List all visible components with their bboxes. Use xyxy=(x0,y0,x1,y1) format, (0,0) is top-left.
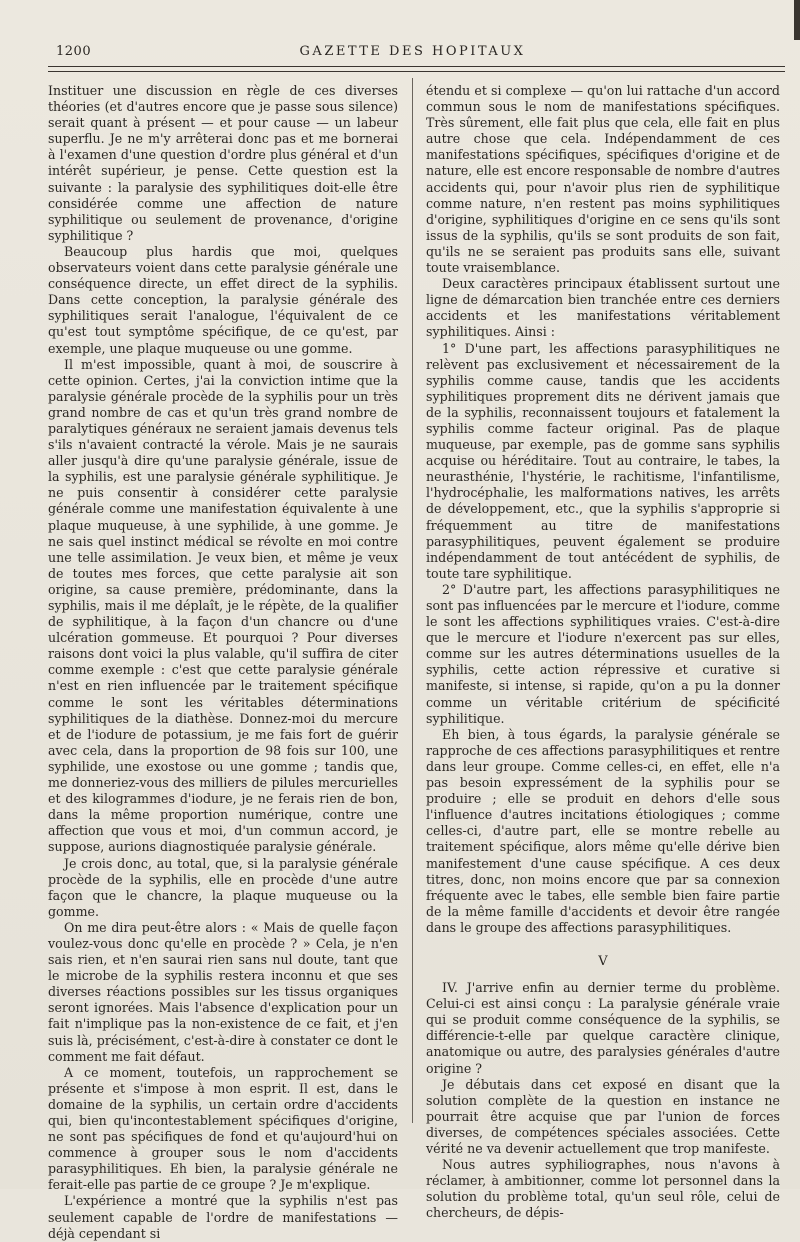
paragraph: IV. J'arrive enfin au dernier terme du problème. Celui-ci est ainsi conçu : La paralysie générale vraie qui se produit comme conséquence de la syphilis, se différencie-t-elle par quelque caractère clinique, anatomique ou autre, des paralysies générales d'autre origine ? xyxy=(426,980,780,1076)
header-rule xyxy=(48,66,785,67)
paragraph: Nous autres syphiliographes, nous n'avons à réclamer, à ambitionner, comme lot personnel dans la solution du problème total, qu'un seul rôle, celui de chercheurs, de dépis- xyxy=(426,1157,780,1221)
section-numeral: V xyxy=(598,953,608,969)
header-rule-secondary xyxy=(48,71,785,72)
journal-title: GAZETTE DES HOPITAUX xyxy=(299,44,526,59)
paragraph: On me dira peut-être alors : « Mais de quelle façon voulez-vous donc qu'elle en procède ? » Cela, je n'en sais rien, et n'en saurai rien sans nul doute, tant que le microbe de la syphilis restera inconnu et que ses diverses réactions possibles sur les tissus organiques seront ignorées. Mais l'absence d'explication pour un fait n'implique pas la non-existence de ce fait, et j'en suis là, précisément, c'est-à-dire à constater ce dont le comment me fait défaut. xyxy=(48,919,398,1064)
column-divider xyxy=(412,78,413,1123)
paragraph: L'expérience a montré que la syphilis n'est pas seulement capable de l'ordre de manifestations — déjà cependant si xyxy=(48,1193,398,1241)
paragraph: 2° D'autre part, les affections parasyphilitiques ne sont pas influencées par le mercure et l'iodure, comme le sont les affections syphilitiques vraies. C'est-à-dire que le mercure et l'iodure n'exercent pas sur elles, comme sur les autres déterminations usuelles de la syphilis, cette action répressive et curative si manifeste, si intense, si rapide, qu'on a pu la donner comme un véritable critérium de spécificité syphilitique. xyxy=(426,581,780,726)
paragraph: Je crois donc, au total, que, si la paralysie générale procède de la syphilis, elle en procède d'une autre façon que le chancre, la plaque muqueuse ou la gomme. xyxy=(48,855,398,919)
page-header xyxy=(40,44,785,64)
paragraph: Eh bien, à tous égards, la paralysie générale se rapproche de ces affections parasyphilitiques et rentre dans leur groupe. Comme celles-ci, en effet, elle n'a pas besoin expressément de la syphilis pour se produire ; elle se produit en dehors d'elle sous l'influence d'autres incitations étiologiques ; comme celles-ci, d'autre part, elle se montre rebelle au traitement spécifique, alors même qu'elle dérive bien manifestement d'une cause spécifique. A ces deux titres, donc, non moins encore que par sa connexion fréquente avec le tabes, elle semble bien faire partie de la même famille d'accidents et devoir être rangée dans le groupe des affections parasyphilitiques. xyxy=(426,726,780,935)
paragraph: Je débutais dans cet exposé en disant que la solution complète de la question en instance ne pourrait être acquise que par l'union de forces diverses, de compétences spéciales associées. Cette vérité ne va devenir actuellement que trop manifeste. xyxy=(426,1076,780,1156)
left-column xyxy=(48,83,398,1242)
paragraph: étendu et si complexe — qu'on lui rattache d'un accord commun sous le nom de manifestations spécifiques. Très sûrement, elle fait plus que cela, elle fait en plus autre chose que cela. Indépendamment de ces manifestations spécifiques, spécifiques d'origine et de nature, elle est encore responsable de nombre d'autres accidents qui, pour n'avoir plus rien de syphilitique comme nature, n'en restent pas moins syphilitiques d'origine, syphilitiques d'origine en ce sens qu'ils sont issus de la syphilis, qu'ils se sont produits de son fait, qu'ils ne se seraient pas produits sans elle, suivant toute vraisemblance. xyxy=(426,83,780,276)
paragraph: A ce moment, toutefois, un rapprochement se présente et s'impose à mon esprit. Il est, dans le domaine de la syphilis, un certain ordre d'accidents qui, bien qu'incontestablement spécifiques d'origine, ne sont pas spécifiques de fond et qu'aujourd'hui on commence à grouper sous le nom d'accidents parasyphilitiques. Eh bien, la paralysie générale ne ferait-elle pas partie de ce groupe ? Je m'explique. xyxy=(48,1064,398,1193)
paragraph: Beaucoup plus hardis que moi, quelques observateurs voient dans cette paralysie générale une conséquence directe, un effet direct de la syphilis. Dans cette conception, la paralysie générale des syphilitiques serait l'analogue, l'équivalent de ce qu'est tout symptôme spécifique, de ce qu'est, par exemple, une plaque muqueuse ou une gomme. xyxy=(48,243,398,356)
paragraph: 1° D'une part, les affections parasyphilitiques ne relèvent pas exclusivement et nécessairement de la syphilis comme cause, tandis que les accidents syphilitiques proprement dits ne dérivent jamais que de la syphilis, reconnaissent toujours et fatalement la syphilis comme facteur original. Pas de plaque muqueuse, par exemple, pas de gomme sans syphilis acquise ou héréditaire. Tout au contraire, le tabes, la neurasthénie, l'hystérie, le rachitisme, l'infantilisme, l'hydrocéphalie, les malformations natives, les arrêts de développement, etc., que la syphilis s'approprie si fréquemment au titre de manifestations parasyphilitiques, peuvent également se produire indépendamment de tout antécédent de syphilis, de toute tare syphilitique. xyxy=(426,340,780,581)
paragraph: Instituer une discussion en règle de ces diverses théories (et d'autres encore que je passe sous silence) serait quant à présent — et pour cause — un labeur superflu. Je ne m'y arrêterai donc pas et me bornerai à l'examen d'une question d'ordre plus général et d'un intérêt supérieur, je pense. Cette question est la suivante : la paralysie des syphilitiques doit-elle être considérée comme une affection de nature syphilitique ou seulement de provenance, d'origine syphilitique ? xyxy=(48,83,398,243)
page-number: 1200 xyxy=(56,44,92,59)
paragraph: Il m'est impossible, quant à moi, de souscrire à cette opinion. Certes, j'ai la conviction intime que la paralysie générale procède de la syphilis pour un très grand nombre de cas et qu'un très grand nombre de paralytiques généraux ne seraient jamais devenus tels s'ils n'avaient contracté la vérole. Mais je ne saurais aller jusqu'à dire qu'une paralysie générale, issue de la syphilis, est une paralysie générale syphilitique. Je ne puis consentir à considérer cette paralysie générale comme une manifestation équivalente à une plaque muqueuse, à une syphilide, à une gomme. Je ne sais quel instinct médical se révolte en moi contre une telle assimilation. Je veux bien, et même je veux de toutes mes forces, que cette paralysie ait son origine, sa cause première, prédominante, dans la syphilis, mais il me déplaît, je le répète, de la qualifier de syphilitique, à la façon d'un chancre ou d'une ulcération gommeuse. Et pourquoi ? Pour diverses raisons dont voici la plus valable, qu'il suffira de citer comme exemple : c'est que cette paralysie générale n'est en rien influencée par le traitement spécifique comme le sont les véritables déterminations syphilitiques de la diathèse. Donnez-moi du mercure et de l'iodure de potassium, je me fais fort de guérir avec cela, dans la proportion de 98 fois sur 100, une syphilide, une exostose ou une gomme ; tandis que, me donneriez-vous des milliers de pilules mercurielles et des kilogrammes d'iodure, je ne ferais rien de bon, dans la même proportion numérique, contre une affection que vous et moi, d'un commun accord, je suppose, aurions diagnostiquée paralysie générale. xyxy=(48,356,398,855)
right-column xyxy=(426,83,780,1221)
paragraph: Deux caractères principaux établissent surtout une ligne de démarcation bien tranchée entre ces derniers accidents et les manifestations véritablement syphilitiques. Ainsi : xyxy=(426,276,780,340)
scan-edge-mark xyxy=(794,0,800,40)
